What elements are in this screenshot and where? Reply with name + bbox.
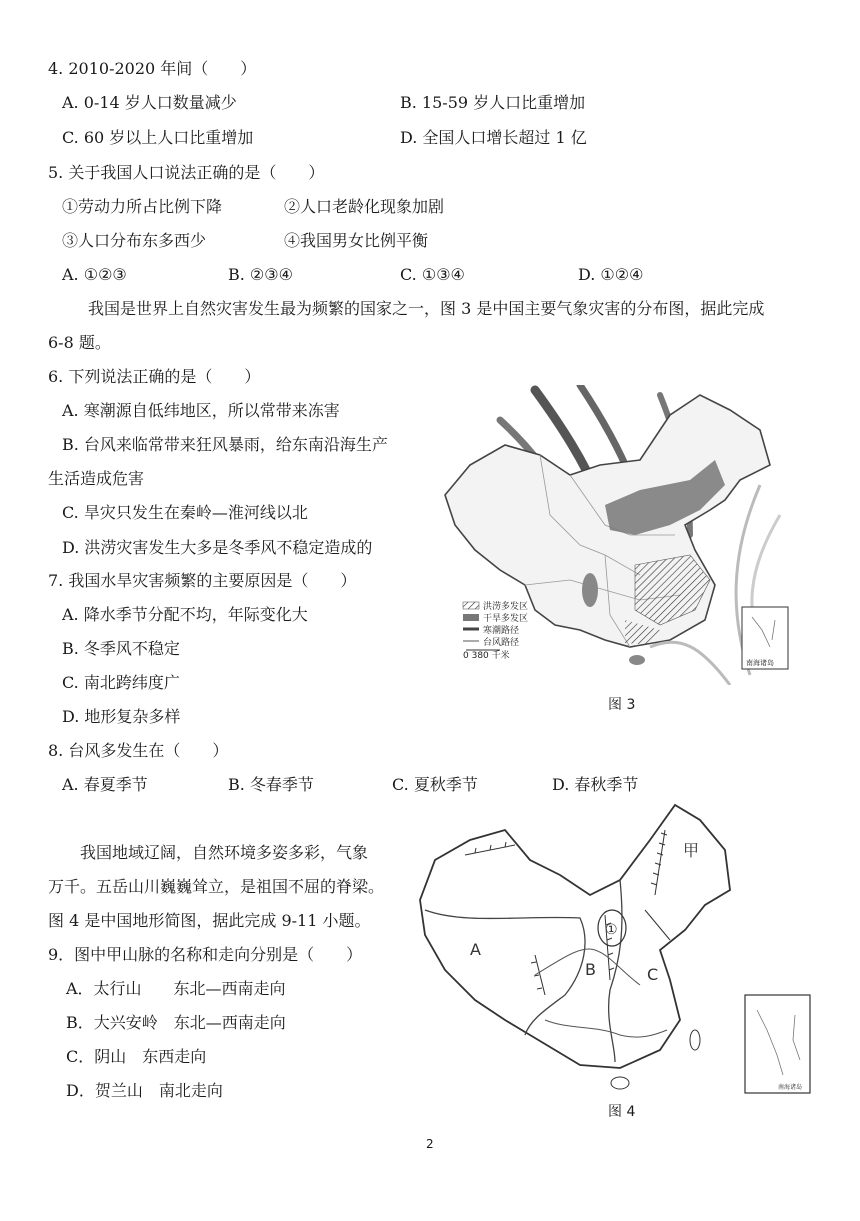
intro-fig4-line2: 万千。五岳山川巍巍耸立，是祖国不屈的脊梁。 <box>48 877 385 896</box>
q6-option-b-line1: B. 台风来临常带来狂风暴雨，给东南沿海生产 <box>62 435 388 454</box>
q6-option-a: A. 寒潮源自低纬地区，所以常带来冻害 <box>62 401 340 420</box>
q5-option-a: A. ①②③ <box>62 265 127 284</box>
q9-option-d: D．贺兰山 南北走向 <box>66 1081 223 1100</box>
q7-option-b: B. 冬季风不稳定 <box>62 639 180 658</box>
q4-option-d: D. 全国人口增长超过 1 亿 <box>400 128 587 147</box>
q5-option-b: B. ②③④ <box>228 265 293 284</box>
q5-statement-3: ③人口分布东多西少 <box>62 231 207 250</box>
scale-bar: 0 380 千米 <box>463 651 510 661</box>
q5-statement-2: ②人口老龄化现象加剧 <box>284 197 445 216</box>
figure-4-terrain-map <box>405 800 820 1100</box>
q8-option-c: C. 夏秋季节 <box>392 775 478 794</box>
label-jia: 甲 <box>683 841 700 860</box>
legend-typhoon: 台风路径 <box>483 638 520 648</box>
q7-option-c: C. 南北跨纬度广 <box>62 673 180 692</box>
q6-option-d: D. 洪涝灾害发生大多是冬季风不稳定造成的 <box>62 538 373 557</box>
q7-option-d: D. 地形复杂多样 <box>62 707 181 726</box>
q4-option-c: C. 60 岁以上人口比重增加 <box>62 128 254 147</box>
q4-stem: 4. 2010-2020 年间（ ） <box>48 59 257 78</box>
fig4-inset-label: 南海诸岛 <box>778 1084 803 1091</box>
figure-3-disaster-map <box>430 385 790 685</box>
label-one: ① <box>605 922 618 938</box>
figure-4-caption: 图 4 <box>608 1104 636 1120</box>
intro-fig3-line2: 6-8 题。 <box>48 333 111 352</box>
q5-stem: 5. 关于我国人口说法正确的是（ ） <box>48 163 325 182</box>
page-number: 2 <box>426 1137 434 1151</box>
q9-option-b: B．大兴安岭 东北—西南走向 <box>66 1013 286 1032</box>
q8-option-b: B. 冬春季节 <box>228 775 314 794</box>
figure-3-caption: 图 3 <box>608 697 636 713</box>
q5-statement-1: ①劳动力所占比例下降 <box>62 197 223 216</box>
q5-option-d: D. ①②④ <box>578 265 644 284</box>
q6-option-c: C. 旱灾只发生在秦岭—淮河线以北 <box>62 503 308 522</box>
q4-option-b: B. 15-59 岁人口比重增加 <box>400 93 586 112</box>
intro-fig4-line3: 图 4 是中国地形简图，据此完成 9-11 小题。 <box>48 911 371 930</box>
q6-option-b-line2: 生活造成危害 <box>48 469 145 488</box>
q7-option-a: A. 降水季节分配不均，年际变化大 <box>62 605 308 624</box>
q9-stem: 9．图中甲山脉的名称和走向分别是（ ） <box>48 945 363 964</box>
legend-flood: 洪涝多发区 <box>483 602 529 612</box>
legend-drought: 干旱多发区 <box>483 614 529 624</box>
q8-option-d: D. 春秋季节 <box>552 775 639 794</box>
label-a: A <box>470 940 481 959</box>
q8-stem: 8. 台风多发生在（ ） <box>48 741 229 760</box>
label-c: C <box>647 965 659 984</box>
q7-stem: 7. 我国水旱灾害频繁的主要原因是（ ） <box>48 571 357 590</box>
q6-stem: 6. 下列说法正确的是（ ） <box>48 367 261 386</box>
q9-option-a: A．太行山 东北—西南走向 <box>66 979 286 998</box>
q4-option-a: A. 0-14 岁人口数量减少 <box>62 93 237 112</box>
intro-fig4-line1: 我国地域辽阔，自然环境多姿多彩，气象 <box>80 843 369 862</box>
q8-option-a: A. 春夏季节 <box>62 775 148 794</box>
legend-cold-wave: 寒潮路径 <box>483 626 520 636</box>
intro-fig3-line1: 我国是世界上自然灾害发生最为频繁的国家之一，图 3 是中国主要气象灾害的分布图，据此完成 <box>88 299 765 318</box>
q5-statement-4: ④我国男女比例平衡 <box>284 231 429 250</box>
label-b: B <box>585 960 596 979</box>
q5-option-c: C. ①③④ <box>400 265 465 284</box>
fig3-inset-label: 南海诸岛 <box>746 659 774 667</box>
q9-option-c: C．阴山 东西走向 <box>66 1047 207 1066</box>
